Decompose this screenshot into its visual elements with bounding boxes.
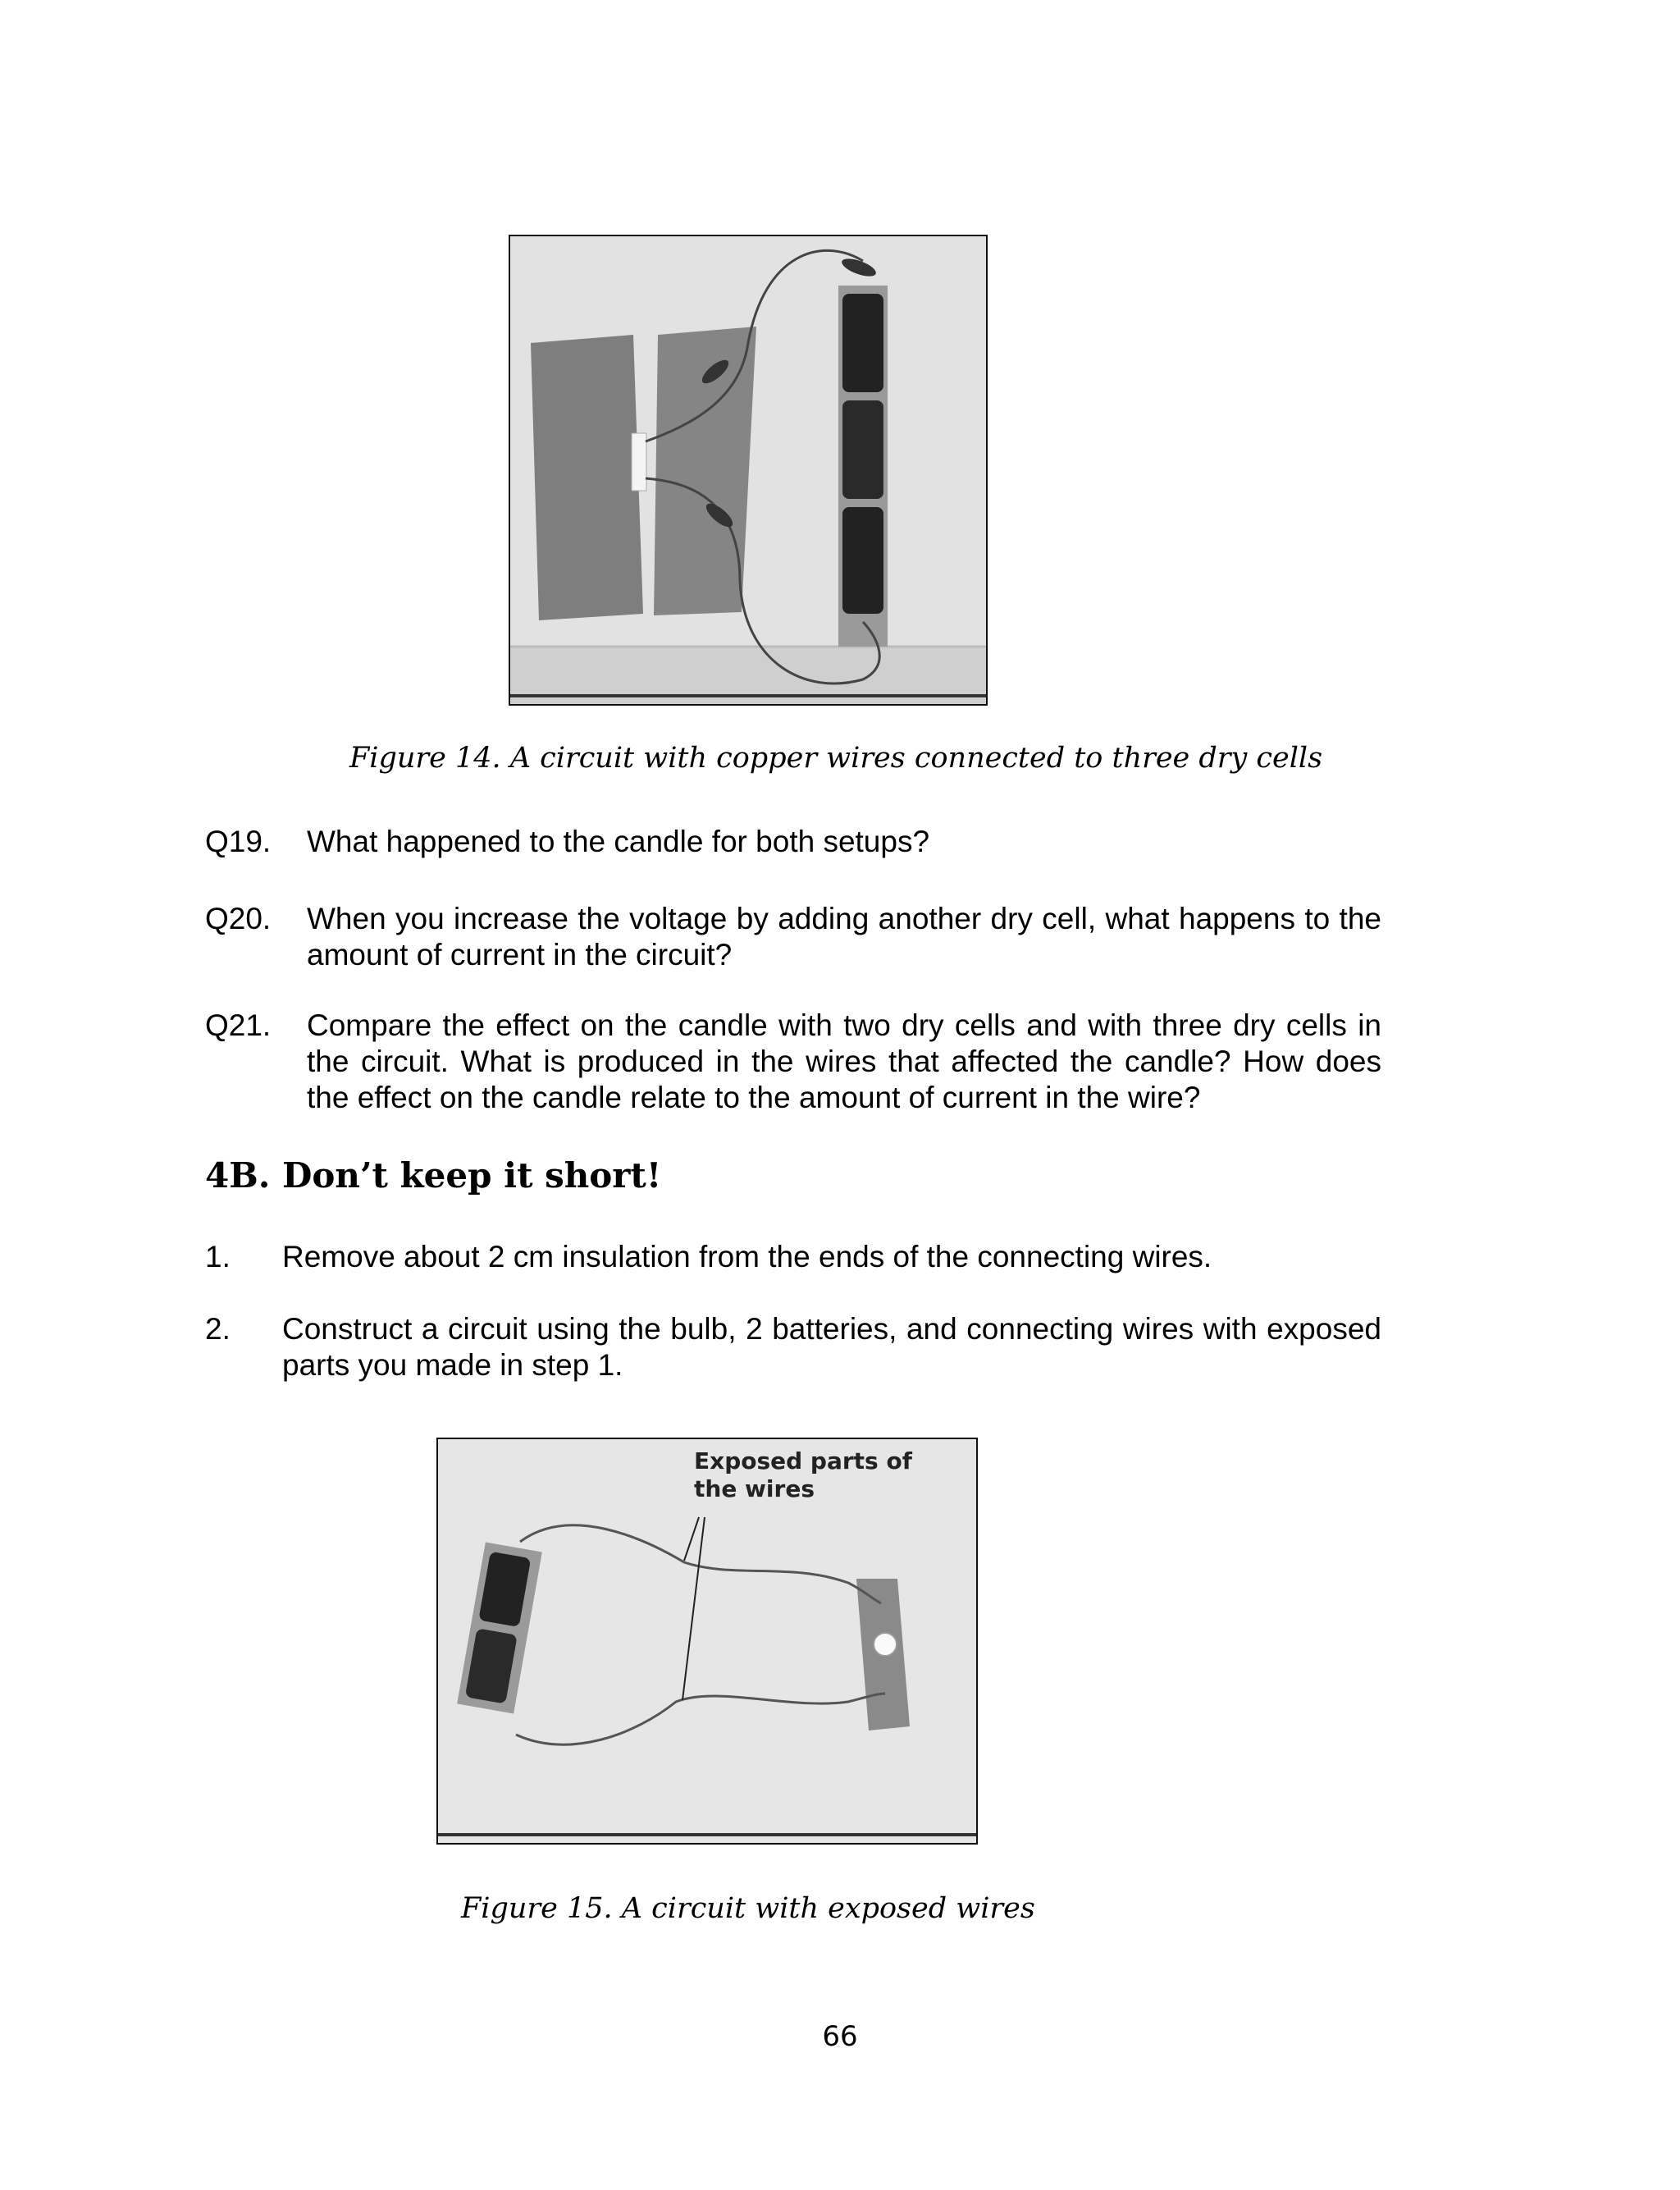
step-number: 2. <box>205 1312 231 1346</box>
figure-14-caption: Figure 14. A circuit with copper wires connected to three dry cells <box>349 742 1323 775</box>
annotation-line-2: the wires <box>694 1475 815 1502</box>
figure-15-photo <box>436 1438 978 1845</box>
step-text: Remove about 2 cm insulation from the ends of the connecting wires. <box>282 1240 1212 1273</box>
question-number: Q20. <box>205 902 272 935</box>
step-number: 1. <box>205 1240 231 1273</box>
step-text: Construct a circuit using the bulb, 2 batteries, and connecting wires with exposed parts you made in step 1. <box>282 1312 1381 1382</box>
figure-15-caption: Figure 15. A circuit with exposed wires <box>461 1892 1035 1925</box>
question-text: What happened to the candle for both setups? <box>307 825 930 858</box>
section-heading: 4B. Don’t keep it short! <box>205 1155 662 1196</box>
figure-14-photo <box>509 235 988 706</box>
question-number: Q21. <box>205 1008 272 1042</box>
question-text: Compare the effect on the candle with two dry cells and with three dry cells in the circuit. What is produced in the wires that affected the candle? How does the effect on the candle relate to the amount of current in the wire? <box>307 1008 1381 1114</box>
annotation-line-1: Exposed parts of <box>694 1447 912 1474</box>
question-text: When you increase the voltage by adding another dry cell, what happens to the amount of current in the circuit? <box>307 902 1381 972</box>
question-number: Q19. <box>205 825 272 858</box>
page-number: 66 <box>822 2020 858 2053</box>
